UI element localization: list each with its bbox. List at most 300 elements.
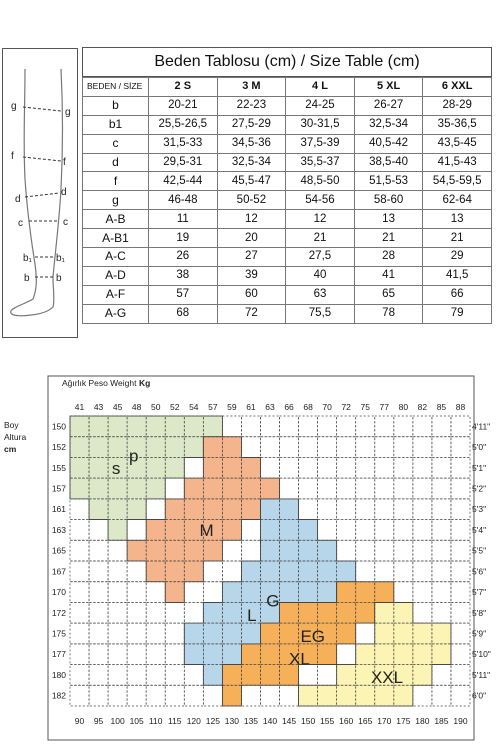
grid-cell [184, 582, 203, 603]
leg-label-b-left: b [24, 273, 30, 284]
grid-cell [146, 685, 165, 706]
weight-kg-tick: 77 [379, 402, 390, 412]
weight-lb-tick: 170 [377, 716, 392, 726]
table-cell: 54,5-59,5 [423, 172, 492, 191]
grid-cell [413, 540, 432, 561]
table-cell: 34,5-36 [217, 134, 286, 153]
grid-cell [260, 457, 279, 478]
table-cell: 45,5-47 [217, 172, 286, 191]
weight-lb-tick: 160 [339, 716, 354, 726]
grid-cell [337, 520, 356, 541]
grid-cell [184, 602, 203, 623]
weight-kg-tick: 61 [246, 402, 256, 412]
height-cm-tick: 170 [51, 587, 66, 598]
grid-cell [451, 582, 470, 603]
grid-cell [318, 478, 337, 499]
grid-cell [299, 416, 318, 437]
size-table-header-row [83, 78, 492, 97]
grid-cell [108, 685, 127, 706]
grid-cell [127, 602, 146, 623]
grid-cell [375, 478, 394, 499]
weight-lb-tick: 145 [281, 716, 297, 726]
grid-cell [432, 561, 451, 582]
weight-kg-tick: 66 [284, 402, 294, 412]
size-table-row [83, 134, 492, 153]
grid-cell [451, 478, 470, 499]
table-cell: 58-60 [354, 191, 423, 210]
grid-cell [127, 623, 146, 644]
size-table-body [83, 96, 492, 323]
grid-cell [89, 623, 108, 644]
weight-kg-tick: 50 [150, 402, 161, 412]
table-cell: 60 [217, 285, 286, 304]
height-ft-tick: 5'1" [472, 462, 487, 473]
weight-kg-tick: 59 [227, 402, 237, 412]
grid-cell [432, 665, 451, 686]
grid-cell [89, 685, 108, 706]
table-cell: 35,5-37 [286, 153, 355, 172]
grid-cell [260, 685, 279, 706]
grid-cell [318, 520, 337, 541]
grid-cell [356, 540, 375, 561]
height-ft-tick: 5'6" [472, 566, 487, 577]
weight-axis-label: Ağırlık Peso Weight [62, 378, 137, 388]
grid-cell [146, 623, 165, 644]
table-cell: 63 [286, 285, 355, 304]
grid-cell [127, 685, 146, 706]
size-table-row [83, 285, 492, 304]
grid-cell [394, 457, 413, 478]
grid-cell [337, 499, 356, 520]
row-label: A-D [83, 266, 149, 285]
table-cell: 38,5-40 [354, 153, 423, 172]
grid-cell [299, 457, 318, 478]
table-cell: 26-27 [354, 96, 423, 115]
grid-cell [394, 540, 413, 561]
size-table-row [83, 115, 492, 134]
grid-cell [127, 644, 146, 665]
grid-cell [127, 561, 146, 582]
leg-label-b-right: b [56, 273, 62, 284]
table-cell: 27,5-29 [217, 115, 286, 134]
grid-cell [451, 602, 470, 623]
weight-lb-tick: 95 [93, 716, 104, 726]
grid-cell [108, 602, 127, 623]
grid-cell [413, 437, 432, 458]
weight-height-chart [0, 366, 500, 750]
grid-cell [70, 644, 89, 665]
grid-cell [356, 561, 375, 582]
grid-cell [89, 644, 108, 665]
table-cell: 41,5-43 [423, 153, 492, 172]
height-ft-tick: 4'11" [472, 421, 491, 432]
grid-cell [280, 457, 299, 478]
row-label: A-C [83, 248, 149, 267]
grid-cell [165, 665, 184, 686]
weight-lb-tick: 130 [224, 716, 239, 726]
height-cm-tick: 155 [51, 462, 66, 473]
grid-cell [356, 416, 375, 437]
table-cell: 37,5-39 [286, 134, 355, 153]
grid-cell [394, 416, 413, 437]
table-cell: 25,5-26,5 [149, 115, 218, 134]
height-cm-tick: 157 [51, 483, 66, 494]
leg-label-f-left: f [11, 151, 14, 162]
grid-cell [413, 499, 432, 520]
weight-lb-tick: 90 [74, 716, 85, 726]
grid-cell [337, 540, 356, 561]
size-zone-chart [0, 366, 500, 750]
grid-cell [222, 561, 241, 582]
height-axis-label-1: Boy [4, 420, 19, 430]
size-table-row [83, 172, 492, 191]
grid-cell [165, 602, 184, 623]
weight-lb-tick: 115 [167, 716, 182, 726]
height-cm-tick: 152 [51, 442, 66, 453]
grid-cell [165, 623, 184, 644]
grid-cell [241, 520, 260, 541]
grid-cell [413, 457, 432, 478]
row-label: b [83, 96, 149, 115]
grid-cell [413, 520, 432, 541]
size-table-title: Beden Tablosu (cm) / Size Table (cm) [82, 47, 492, 77]
zone-label-m: M [199, 521, 214, 541]
table-cell: 20 [217, 229, 286, 248]
size-table-row [83, 304, 492, 323]
weight-lb-tick: 105 [129, 716, 144, 726]
table-cell: 21 [354, 229, 423, 248]
table-cell: 22-23 [217, 96, 286, 115]
size-table-row [83, 96, 492, 115]
weight-lb-tick: 185 [434, 716, 449, 726]
table-cell: 21 [286, 229, 355, 248]
height-unit: cm [4, 444, 17, 454]
grid-cell [375, 520, 394, 541]
grid-cell [127, 665, 146, 686]
height-cm-tick: 167 [51, 566, 66, 577]
size-table [82, 77, 492, 324]
size-table-row [83, 210, 492, 229]
size-table-row [83, 229, 492, 248]
grid-cell [108, 623, 127, 644]
table-cell: 62-64 [423, 191, 492, 210]
zone-label-s: p [129, 446, 139, 466]
grid-cell [108, 540, 127, 561]
table-cell: 66 [423, 285, 492, 304]
weight-kg-tick: 54 [189, 402, 199, 412]
table-cell: 13 [423, 210, 492, 229]
table-cell: 72 [217, 304, 286, 323]
weight-lb-tick: 140 [262, 716, 278, 726]
grid-cell [146, 602, 165, 623]
weight-lb-tick: 155 [320, 716, 335, 726]
grid-cell [337, 457, 356, 478]
grid-cell [375, 437, 394, 458]
table-cell: 50-52 [217, 191, 286, 210]
table-cell: 79 [423, 304, 492, 323]
zone-label-l: L [247, 606, 257, 626]
height-cm-tick: 175 [51, 628, 66, 639]
table-cell: 41 [354, 266, 423, 285]
size-header: 4 L [286, 78, 355, 97]
row-label: g [83, 191, 149, 210]
table-cell: 54-56 [286, 191, 355, 210]
grid-cell [89, 582, 108, 603]
grid-cell [337, 478, 356, 499]
weight-kg-tick: 48 [131, 402, 142, 412]
weight-kg-tick: 41 [74, 402, 85, 412]
grid-cell [394, 520, 413, 541]
table-cell: 20-21 [149, 96, 218, 115]
size-header: 6 XXL [423, 78, 492, 97]
grid-cell [432, 685, 451, 706]
size-table-row [83, 191, 492, 210]
table-cell: 57 [149, 285, 218, 304]
grid-cell [394, 561, 413, 582]
zone-label-xxl: XXL [370, 668, 404, 688]
grid-cell [203, 685, 222, 706]
weight-kg-tick: 52 [170, 402, 180, 412]
height-cm-tick: 180 [51, 669, 66, 680]
weight-lb-tick: 175 [396, 716, 411, 726]
table-cell: 40 [286, 266, 355, 285]
table-cell: 41,5 [423, 266, 492, 285]
height-ft-tick: 5'8" [472, 607, 487, 618]
grid-cell [394, 582, 413, 603]
grid-cell [432, 540, 451, 561]
grid-cell [375, 499, 394, 520]
height-ft-tick: 5'3" [472, 504, 487, 515]
grid-cell [146, 499, 165, 520]
leg-measure-icon [3, 49, 79, 339]
weight-lb-tick: 110 [148, 716, 163, 726]
leg-label-g-right: g [65, 107, 71, 118]
row-label: c [83, 134, 149, 153]
table-cell: 43,5-45 [423, 134, 492, 153]
leg-label-g-left: g [11, 101, 17, 112]
table-cell: 75,5 [286, 304, 355, 323]
table-cell: 12 [217, 210, 286, 229]
grid-cell [318, 437, 337, 458]
grid-cell [70, 685, 89, 706]
grid-cell [108, 644, 127, 665]
table-cell: 12 [286, 210, 355, 229]
grid-cell [165, 478, 184, 499]
table-cell: 31,5-33 [149, 134, 218, 153]
table-cell: 27,5 [286, 248, 355, 267]
size-table-row [83, 266, 492, 285]
grid-cell [451, 665, 470, 686]
row-label: d [83, 153, 149, 172]
grid-cell [184, 685, 203, 706]
grid-cell [260, 437, 279, 458]
grid-cell [70, 520, 89, 541]
height-ft-tick: 5'11" [472, 669, 491, 680]
grid-cell [375, 540, 394, 561]
table-cell: 51,5-53 [354, 172, 423, 191]
leg-label-c-right: c [63, 217, 68, 228]
grid-cell [165, 644, 184, 665]
grid-cell [337, 437, 356, 458]
grid-cell [184, 457, 203, 478]
grid-cell [299, 437, 318, 458]
weight-unit: Kg [139, 378, 151, 388]
row-label: A-B1 [83, 229, 149, 248]
grid-cell [70, 582, 89, 603]
weight-lb-tick: 165 [358, 716, 373, 726]
grid-cell [356, 499, 375, 520]
grid-cell [70, 561, 89, 582]
grid-cell [299, 499, 318, 520]
height-cm-tick: 150 [51, 421, 66, 432]
grid-cell [89, 602, 108, 623]
grid-cell [165, 685, 184, 706]
table-cell: 65 [354, 285, 423, 304]
grid-cell [375, 457, 394, 478]
leg-label-c-left: c [18, 218, 23, 229]
grid-cell [432, 499, 451, 520]
grid-cell [70, 499, 89, 520]
weight-lb-tick: 150 [301, 716, 316, 726]
size-header-label: BEDEN / SİZE [83, 78, 149, 97]
height-cm-tick: 163 [51, 524, 66, 535]
weight-kg-tick: 80 [398, 402, 409, 412]
size-header: 5 XL [354, 78, 423, 97]
grid-cell [70, 540, 89, 561]
grid-cell [89, 540, 108, 561]
grid-cell [299, 478, 318, 499]
table-cell: 78 [354, 304, 423, 323]
grid-cell [451, 540, 470, 561]
grid-cell [356, 623, 375, 644]
grid-cell [337, 416, 356, 437]
grid-cell [413, 685, 432, 706]
grid-cell [394, 437, 413, 458]
grid-cell [432, 582, 451, 603]
weight-kg-tick: 57 [208, 402, 218, 412]
grid-cell [432, 437, 451, 458]
table-cell: 29,5-31 [149, 153, 218, 172]
table-cell: 68 [149, 304, 218, 323]
size-table-panel [0, 40, 500, 338]
grid-cell [318, 416, 337, 437]
row-label: A-B [83, 210, 149, 229]
grid-cell [70, 665, 89, 686]
table-cell: 32,5-34 [354, 115, 423, 134]
grid-cell [280, 478, 299, 499]
grid-cell [222, 540, 241, 561]
grid-cell [451, 644, 470, 665]
grid-cell [413, 582, 432, 603]
weight-lb-tick: 180 [415, 716, 430, 726]
table-cell: 39 [217, 266, 286, 285]
grid-cell [451, 520, 470, 541]
weight-lb-tick: 120 [186, 716, 201, 726]
table-cell: 42,5-44 [149, 172, 218, 191]
grid-cell [356, 478, 375, 499]
weight-lb-tick: 100 [110, 716, 125, 726]
grid-cell [89, 561, 108, 582]
grid-cell [394, 499, 413, 520]
grid-cell [432, 416, 451, 437]
leg-diagram [2, 48, 78, 338]
grid-cell [146, 644, 165, 665]
table-cell: 29 [423, 248, 492, 267]
grid-cell [89, 665, 108, 686]
grid-cell [413, 478, 432, 499]
height-ft-tick: 5'4" [472, 524, 487, 535]
height-cm-tick: 161 [51, 504, 66, 515]
row-label: f [83, 172, 149, 191]
weight-kg-tick: 75 [360, 402, 370, 412]
weight-lb-tick: 125 [205, 716, 220, 726]
zone-label-xl: EG [300, 626, 326, 646]
grid-cell [127, 520, 146, 541]
table-cell: 28-29 [423, 96, 492, 115]
size-header: 2 S [149, 78, 218, 97]
leg-label-f-right: f [63, 157, 66, 168]
table-cell: 30-31,5 [286, 115, 355, 134]
height-ft-tick: 5'7" [472, 587, 487, 598]
grid-cell [146, 582, 165, 603]
table-cell: 13 [354, 210, 423, 229]
grid-cell [241, 540, 260, 561]
grid-cell [337, 644, 356, 665]
table-cell: 32,5-34 [217, 153, 286, 172]
grid-cell [108, 561, 127, 582]
zone-label-xl: XL [289, 649, 310, 669]
table-cell: 40,5-42 [354, 134, 423, 153]
grid-cell [127, 582, 146, 603]
grid-cell [432, 520, 451, 541]
grid-cell [280, 416, 299, 437]
grid-cell [432, 457, 451, 478]
height-cm-tick: 177 [51, 649, 66, 660]
grid-cell [318, 665, 337, 686]
height-cm-tick: 182 [51, 690, 66, 701]
grid-cell [241, 416, 260, 437]
height-ft-tick: 5'9" [472, 628, 487, 639]
zone-label-s: s [111, 459, 121, 478]
size-header: 3 M [217, 78, 286, 97]
table-cell: 38 [149, 266, 218, 285]
leg-label-d-left: d [15, 194, 21, 205]
grid-cell [375, 561, 394, 582]
grid-cell [432, 478, 451, 499]
grid-cell [203, 561, 222, 582]
weight-kg-tick: 70 [322, 402, 332, 412]
grid-cell [394, 478, 413, 499]
size-table-row [83, 248, 492, 267]
grid-cell [280, 685, 299, 706]
table-cell: 26 [149, 248, 218, 267]
grid-cell [451, 623, 470, 644]
grid-cell [241, 437, 260, 458]
table-cell: 19 [149, 229, 218, 248]
grid-cell [318, 457, 337, 478]
height-cm-tick: 165 [51, 545, 66, 556]
grid-cell [222, 416, 241, 437]
table-cell: 28 [354, 248, 423, 267]
grid-cell [451, 457, 470, 478]
weight-kg-tick: 88 [455, 402, 466, 412]
height-ft-tick: 6'0" [472, 690, 487, 701]
table-cell: 46-48 [149, 191, 218, 210]
row-label: A-G [83, 304, 149, 323]
weight-lb-tick: 135 [243, 716, 259, 726]
grid-cell [108, 665, 127, 686]
zone-label-l: G [266, 591, 280, 611]
